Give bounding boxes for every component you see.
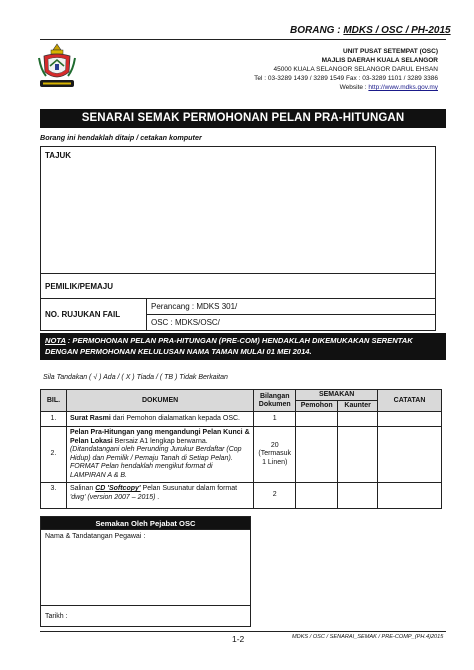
nota-text: : PERMOHONAN PELAN PRA-HITUNGAN (PRE-COM) HENDAKLAH DIKEMUKAKAN SERENTAK DENGAN PERMOHONAN KELULUSAN NAMA TAMAN MULAI 01 MEI 2014.	[45, 336, 413, 356]
col-pemohon: Pemohon	[296, 401, 338, 412]
header-rule	[40, 39, 446, 40]
osc-box-title: Semakan Oleh Pejabat OSC	[41, 517, 251, 530]
form-code-label: BORANG :	[290, 25, 344, 36]
pemohon-check[interactable]	[296, 427, 338, 483]
row-count: 20 (Termasuk 1 Linen)	[254, 427, 296, 483]
form-title: SENARAI SEMAK PERMOHONAN PELAN PRA-HITUNGAN	[40, 109, 446, 128]
document-text: Bersaiz A1 lengkap berwarna.	[112, 437, 208, 445]
document-text: Pelan Susunatur dalam format	[140, 485, 238, 492]
row-bil: 3.	[41, 483, 67, 509]
council-crest-logo	[36, 42, 78, 92]
nota-label: NOTA	[45, 336, 66, 345]
row-bil: 1.	[41, 412, 67, 427]
col-catatan: CATATAN	[378, 390, 442, 412]
applicant-info-table	[40, 146, 436, 331]
row-document	[66, 483, 253, 509]
document-bold: Pelan Pra-Hitungan yang mengandungi Pelan Kunci & Pelan Lokasi	[69, 429, 250, 445]
row-bil: 2.	[41, 427, 67, 483]
document-text: dari Pemohon dialamatkan kepada OSC.	[110, 414, 240, 422]
phone-fax: Tel : 03-3289 1439 / 3289 1549 Fax : 03-3289 1101 / 3289 3386	[254, 75, 438, 82]
document-italic: (Ditandatangani oleh Perunding Jurukur Berdaftar (Cop Hidup) dan Pemilik / Pemaju Tanah di Setiap Pelan).	[69, 446, 242, 462]
document-reference: MDKS / OSC / SENARAI_SEMAK / PRE-COMP_(PH.4)2015	[292, 634, 444, 640]
marking-legend: Sila Tandakan ( √ ) Ada / ( X ) Tiada / ( TB ) Tidak Berkaitan	[43, 374, 228, 381]
pemohon-check[interactable]	[296, 483, 338, 509]
catatan-field[interactable]	[378, 483, 442, 509]
table-row	[41, 427, 442, 483]
row-count: 1	[254, 412, 296, 427]
catatan-field[interactable]	[378, 427, 442, 483]
form-code-value: MDKS / OSC / PH-2015	[343, 25, 451, 36]
document-checklist-table	[40, 389, 442, 509]
form-code	[290, 25, 451, 36]
col-semakan: SEMAKAN	[296, 390, 378, 401]
osc-ref-field[interactable]: OSC : MDKS/OSC/	[147, 315, 436, 331]
document-italic: 'dwg' (version 2007 – 2015) .	[69, 493, 160, 501]
date-label: Tarikh :	[45, 612, 68, 620]
table-row	[41, 412, 442, 427]
organization-address-block	[200, 47, 438, 92]
rujukan-label: NO. RUJUKAN FAIL	[41, 299, 147, 331]
col-bil: BIL.	[41, 390, 67, 412]
postal-address: 45000 KUALA SELANGOR SELANGOR DARUL EHSAN	[273, 66, 438, 73]
officer-signature-field[interactable]	[41, 530, 251, 606]
kaunter-check[interactable]	[338, 427, 378, 483]
document-italic-format: FORMAT Pelan hendaklah mengikut format di LAMPIRAN A & B.	[69, 463, 213, 479]
officer-signature-label: Nama & Tandatangan Pegawai :	[45, 533, 146, 540]
website-label: Website :	[339, 84, 369, 91]
website-line	[200, 83, 438, 92]
website-link[interactable]: http://www.mdks.gov.my	[368, 84, 438, 91]
table-row	[41, 483, 442, 509]
date-field[interactable]	[41, 606, 251, 627]
pemilik-label: PEMILIK/PEMAJU	[45, 281, 114, 291]
row-document	[66, 412, 253, 427]
col-bilangan: Bilangan Dokumen	[254, 390, 296, 412]
tajuk-label: TAJUK	[45, 151, 72, 160]
pemilik-cell[interactable]	[41, 274, 436, 299]
pemohon-check[interactable]	[296, 412, 338, 427]
osc-verification-box	[40, 516, 251, 627]
document-bold: CD 'Softcopy'	[95, 485, 141, 492]
council-name: MAJLIS DAERAH KUALA SELANGOR	[321, 57, 438, 64]
document-bold: Surat Rasmi	[69, 414, 111, 422]
catatan-field[interactable]	[378, 412, 442, 427]
unit-name: UNIT PUSAT SETEMPAT (OSC)	[343, 48, 438, 55]
kaunter-check[interactable]	[338, 483, 378, 509]
typing-instruction: Borang ini hendaklah ditaip / cetakan komputer	[40, 133, 202, 142]
tajuk-cell[interactable]	[41, 147, 436, 274]
kaunter-check[interactable]	[338, 412, 378, 427]
document-pre: Salinan	[69, 485, 96, 492]
row-count: 2	[254, 483, 296, 509]
page-number: 1-2	[232, 634, 245, 644]
perancang-ref-field[interactable]: Perancang : MDKS 301/	[147, 299, 436, 315]
row-document	[66, 427, 253, 483]
col-dokumen: DOKUMEN	[66, 390, 253, 412]
col-kaunter: Kaunter	[338, 401, 378, 412]
nota-banner	[40, 333, 446, 360]
footer-rule	[40, 631, 446, 632]
